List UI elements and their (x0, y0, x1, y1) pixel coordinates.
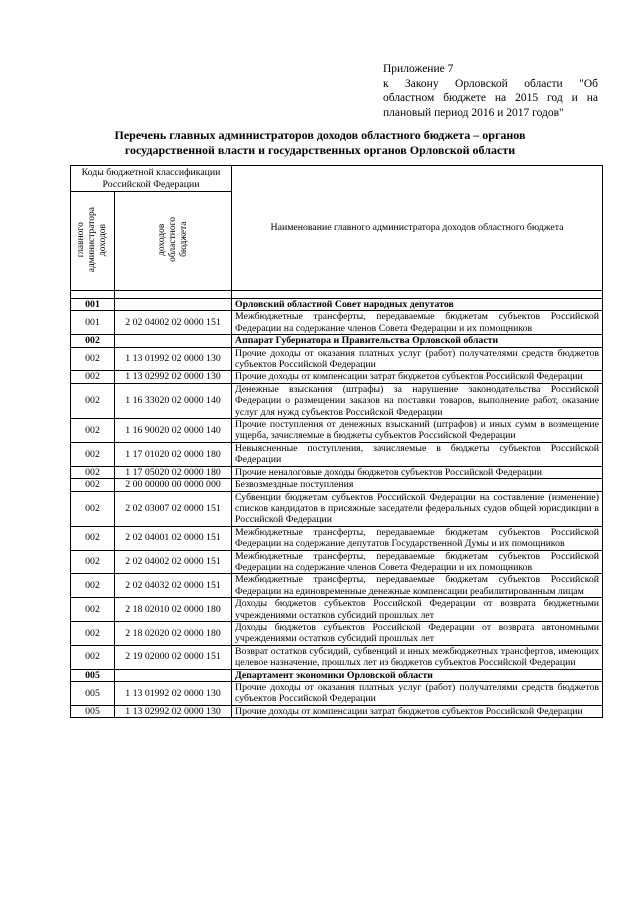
admin-code-cell: 002 (71, 479, 115, 491)
administrator-name-cell: Прочие доходы от компенсации затрат бюджетов субъектов Российской Федерации (232, 705, 603, 717)
table-row (71, 479, 603, 491)
income-code-cell: 2 00 00000 00 0000 000 (115, 479, 232, 491)
admin-code-cell: 005 (71, 705, 115, 717)
table-row (71, 466, 603, 478)
header-codes-group: Коды бюджетной классификации Российской Федерации (71, 166, 232, 192)
admin-code-cell: 002 (71, 347, 115, 371)
income-code-cell: 1 17 05020 02 0000 180 (115, 466, 232, 478)
administrator-name-cell: Невыясненные поступления, зачисляемые в бюджеты субъектов Российской Федерации (232, 442, 603, 466)
income-code-cell: 1 13 02992 02 0000 130 (115, 371, 232, 383)
table-row (71, 574, 603, 598)
table-row (71, 621, 603, 645)
table-row (71, 347, 603, 371)
table-row (71, 491, 603, 526)
admin-code-cell: 001 (71, 311, 115, 335)
admin-code-cell: 002 (71, 550, 115, 574)
administrator-name-cell: Межбюджетные трансферты, передаваемые бюджетам субъектов Российской Федерации на единовременные денежные компенсации реабилитированным лицам (232, 574, 603, 598)
table-row (71, 419, 603, 443)
administrator-name-cell: Орловский областной Совет народных депутатов (232, 299, 603, 311)
income-code-cell: 2 02 04002 02 0000 151 (115, 311, 232, 335)
admin-code-cell: 005 (71, 669, 115, 681)
document-title: Перечень главных администраторов доходов областного бюджета – органов государственной власти и государственных органов Орловской области (114, 128, 526, 157)
table-row (71, 705, 603, 717)
admin-code-cell: 002 (71, 442, 115, 466)
admin-code-cell: 002 (71, 419, 115, 443)
income-code-cell: 2 19 02000 02 0000 151 (115, 645, 232, 669)
administrator-name-cell: Денежные взыскания (штрафы) за нарушение законодательства Российской Федерации о размещении заказов на поставки товаров, выполнение работ, оказание услуг для нужд субъектов Российской Федерации (232, 383, 603, 418)
income-code-cell: 2 02 04032 02 0000 151 (115, 574, 232, 598)
income-code-cell: 1 13 02992 02 0000 130 (115, 705, 232, 717)
table-row (71, 550, 603, 574)
admin-code-cell: 002 (71, 645, 115, 669)
income-code-cell: 2 02 03007 02 0000 151 (115, 491, 232, 526)
administrator-name-cell: Прочие неналоговые доходы бюджетов субъектов Российской Федерации (232, 466, 603, 478)
income-code-cell: 2 02 04001 02 0000 151 (115, 526, 232, 550)
administrator-name-cell: Прочие поступления от денежных взысканий (штрафов) и иных сумм в возмещение ущерба, зачисляемые в бюджеты субъектов Российской Федерации (232, 419, 603, 443)
admin-code-cell: 002 (71, 466, 115, 478)
income-code-cell (115, 335, 232, 347)
table-row (71, 299, 603, 311)
administrator-name-cell: Безвозмездные поступления (232, 479, 603, 491)
admin-code-cell: 002 (71, 383, 115, 418)
income-code-cell (115, 669, 232, 681)
table-row (71, 371, 603, 383)
income-code-cell: 2 18 02020 02 0000 180 (115, 621, 232, 645)
income-code-cell (115, 299, 232, 311)
income-code-cell: 2 02 04002 02 0000 151 (115, 550, 232, 574)
administrator-name-cell: Прочие доходы от компенсации затрат бюджетов субъектов Российской Федерации (232, 371, 603, 383)
admin-code-cell: 002 (71, 335, 115, 347)
header-admin-code: главного администратора доходов (71, 192, 115, 291)
administrator-name-cell: Прочие доходы от оказания платных услуг (работ) получателями средств бюджетов субъектов Российской Федерации (232, 347, 603, 371)
administrator-name-cell: Департамент экономики Орловской области (232, 669, 603, 681)
administrator-name-cell: Межбюджетные трансферты, передаваемые бюджетам субъектов Российской Федерации на содержание членов Совета Федерации и их помощников (232, 311, 603, 335)
table-row (71, 383, 603, 418)
table-row (71, 311, 603, 335)
administrator-name-cell: Возврат остатков субсидий, субвенций и иных межбюджетных трансфертов, имеющих целевое назначение, прошлых лет из бюджетов субъектов Российской Федерации (232, 645, 603, 669)
admin-code-cell: 002 (71, 491, 115, 526)
table-row (71, 335, 603, 347)
table-row (71, 526, 603, 550)
administrator-name-cell: Аппарат Губернатора и Правительства Орловской области (232, 335, 603, 347)
income-code-cell: 1 16 33020 02 0000 140 (115, 383, 232, 418)
appendix-line-1: Приложение 7 (383, 63, 454, 75)
table-row (71, 682, 603, 706)
administrator-name-cell: Прочие доходы от оказания платных услуг (работ) получателями средств бюджетов субъектов Российской Федерации (232, 682, 603, 706)
table-row (71, 598, 603, 622)
administrator-name-cell: Межбюджетные трансферты, передаваемые бюджетам субъектов Российской Федерации на содержание членов Совета Федерации и их помощников (232, 550, 603, 574)
income-code-cell: 2 18 02010 02 0000 180 (115, 598, 232, 622)
admin-code-cell: 002 (71, 574, 115, 598)
header-name: Наименование главного администратора доходов областного бюджета (232, 166, 603, 291)
administrator-name-cell: Межбюджетные трансферты, передаваемые бюджетам субъектов Российской Федерации на содержание депутатов Государственной Думы и их помощников (232, 526, 603, 550)
administrators-table (70, 165, 603, 718)
income-code-cell: 1 16 90020 02 0000 140 (115, 419, 232, 443)
administrator-name-cell: Субвенции бюджетам субъектов Российской Федерации на составление (изменение) списков кандидатов в присяжные заседатели федеральных судов общей юрисдикции в Российской Федерации (232, 491, 603, 526)
table-body (71, 299, 603, 718)
admin-code-cell: 005 (71, 682, 115, 706)
appendix-line-4: плановый период 2016 и 2017 годов" (383, 106, 564, 119)
admin-code-cell: 002 (71, 621, 115, 645)
income-code-cell: 1 17 01020 02 0000 180 (115, 442, 232, 466)
admin-code-cell: 002 (71, 371, 115, 383)
income-code-cell: 1 13 01992 02 0000 130 (115, 347, 232, 371)
administrator-name-cell: Доходы бюджетов субъектов Российской Федерации от возврата автономными учреждениями остатков субсидий прошлых лет (232, 621, 603, 645)
table-row (71, 645, 603, 669)
income-code-cell: 1 13 01992 02 0000 130 (115, 682, 232, 706)
admin-code-cell: 002 (71, 526, 115, 550)
table-row (71, 442, 603, 466)
appendix-line-3: областном бюджете на 2015 год и на (383, 92, 598, 104)
header-income-code: доходов областного бюджета (115, 192, 232, 291)
admin-code-cell: 001 (71, 299, 115, 311)
administrator-name-cell: Доходы бюджетов субъектов Российской Федерации от возврата бюджетными учреждениями остатков субсидий прошлых лет (232, 598, 603, 622)
appendix-note (383, 62, 598, 120)
table-row (71, 669, 603, 681)
admin-code-cell: 002 (71, 598, 115, 622)
appendix-line-2: к Закону Орловской области "Об (383, 77, 598, 90)
